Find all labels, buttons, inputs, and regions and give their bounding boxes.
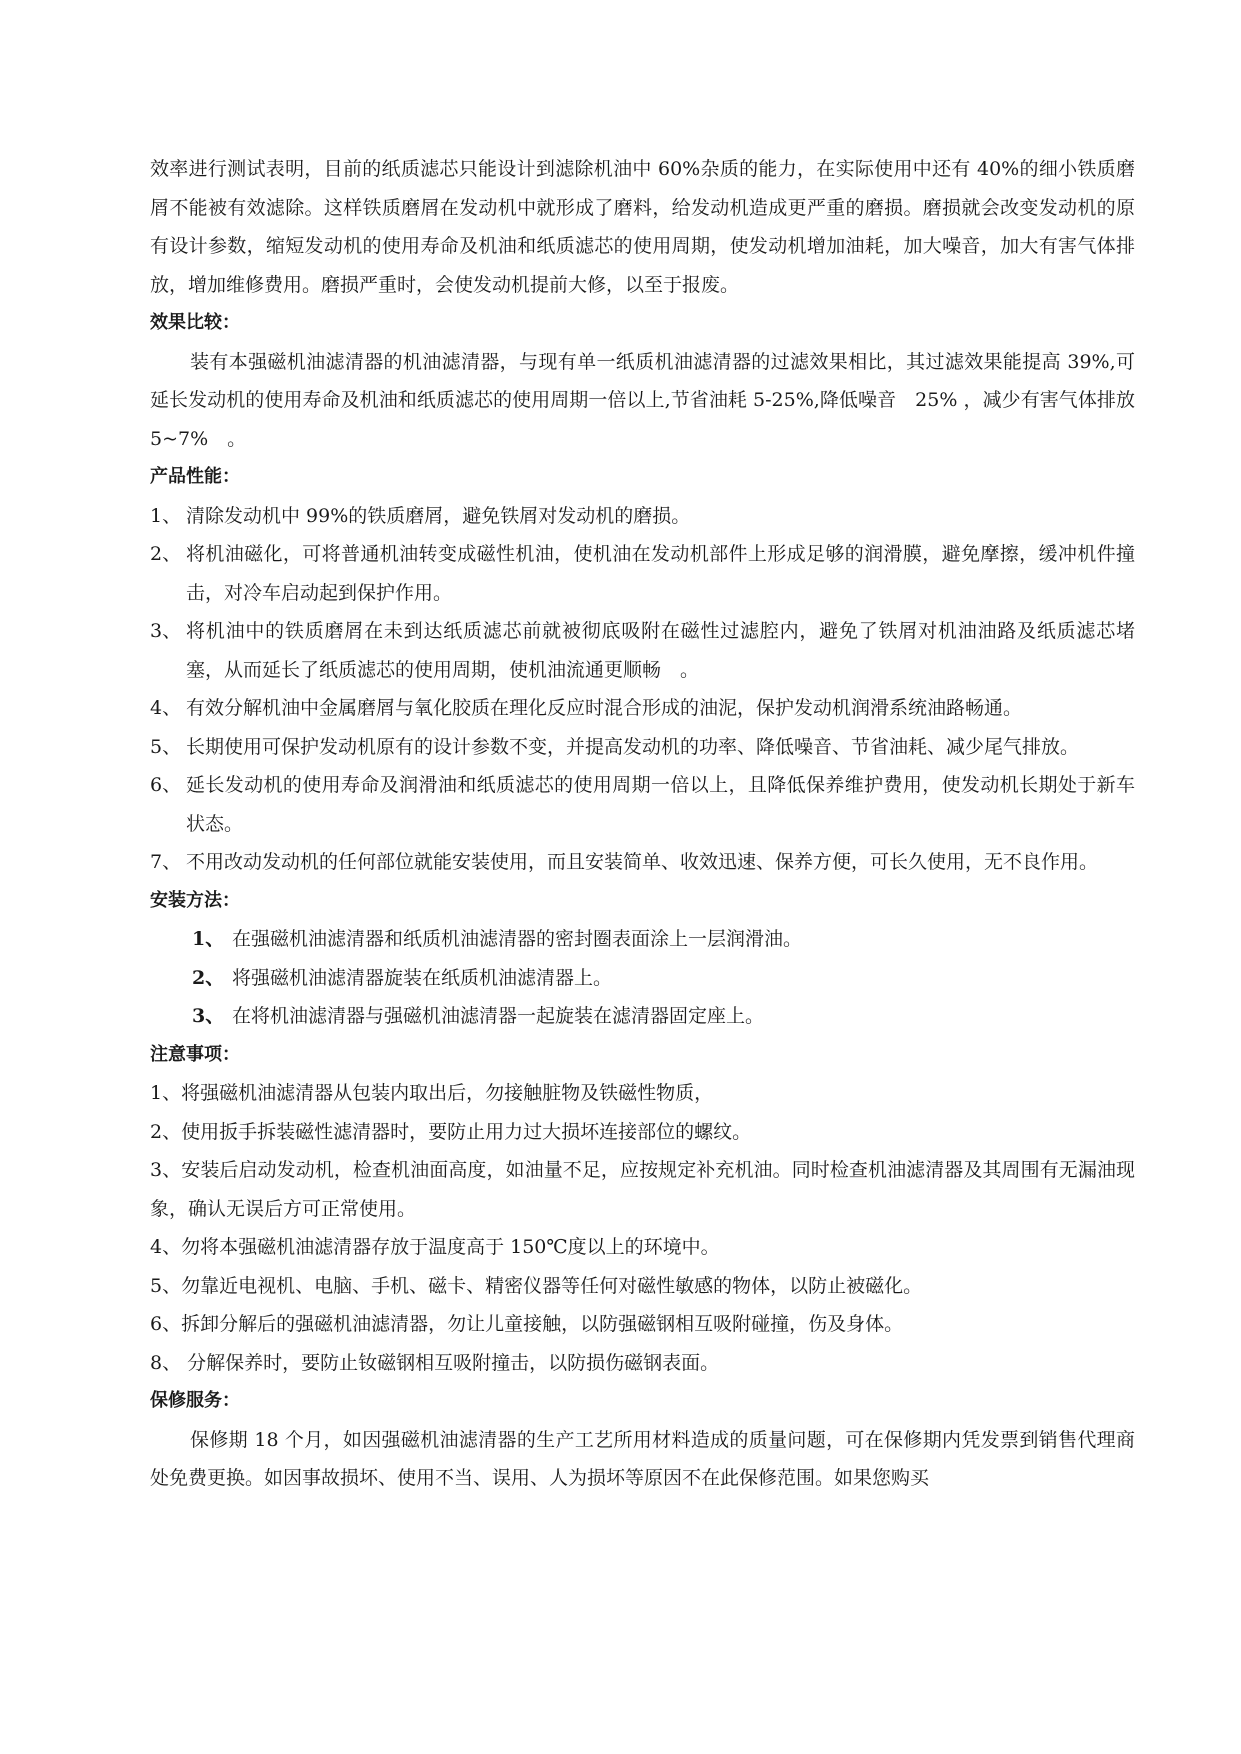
performance-item	[150, 766, 1135, 843]
notes-list	[150, 1074, 1135, 1382]
effect-paragraph: 装有本强磁机油滤清器的机油滤清器，与现有单一纸质机油滤清器的过滤效果相比，其过滤效果能提高 39%,可延长发动机的使用寿命及机油和纸质滤芯的使用周期一倍以上,节省油耗 5-25%,降低噪音 25% ，减少有害气体排放 5~7% 。	[150, 350, 1135, 450]
note-item: 5、勿靠近电视机、电脑、手机、磁卡、精密仪器等任何对磁性敏感的物体，以防止被磁化。	[150, 1274, 923, 1297]
performance-heading: 产品性能：	[150, 466, 240, 487]
list-text: 在强磁机油滤清器和纸质机油滤清器的密封圈表面涂上一层润滑油。	[232, 928, 803, 950]
list-text: 在将机油滤清器与强磁机油滤清器一起旋装在滤清器固定座上。	[232, 1005, 765, 1027]
list-number: 7、	[150, 851, 182, 873]
warranty-heading: 保修服务：	[150, 1390, 240, 1411]
performance-item	[150, 612, 1135, 689]
note-item: 6、拆卸分解后的强磁机油滤清器，勿让儿童接触，以防强磁钢相互吸附碰撞，伤及身体。	[150, 1313, 904, 1335]
list-number: 3、	[150, 620, 182, 642]
list-text: 将机油磁化，可将普通机油转变成磁性机油，使机油在发动机部件上形成足够的润滑膜，避免摩擦，缓冲机件撞击，对冷车启动起到保护作用。	[186, 543, 1135, 604]
list-number: 2、	[192, 966, 225, 989]
performance-list	[150, 497, 1135, 882]
list-number: 1、	[150, 504, 182, 527]
list-text: 延长发动机的使用寿命及润滑油和纸质滤芯的使用周期一倍以上，且降低保养维护费用，使发动机长期处于新车状态。	[186, 774, 1135, 835]
performance-item	[150, 497, 1135, 536]
list-text: 将机油中的铁质磨屑在未到达纸质滤芯前就被彻底吸附在磁性过滤腔内，避免了铁屑对机油油路及纸质滤芯堵塞，从而延长了纸质滤芯的使用周期，使机油流通更顺畅 。	[186, 620, 1135, 681]
performance-item	[150, 689, 1135, 728]
list-text: 有效分解机油中金属磨屑与氧化胶质在理化反应时混合形成的油泥，保护发动机润滑系统油路畅通。	[186, 697, 1023, 719]
list-number: 3、	[192, 1005, 225, 1027]
list-text: 清除发动机中 99%的铁质磨屑，避免铁屑对发动机的磨损。	[186, 504, 691, 527]
performance-item	[150, 843, 1135, 882]
intro-paragraph: 效率进行测试表明，目前的纸质滤芯只能设计到滤除机油中 60%杂质的能力，在实际使用中还有 40%的细小铁质磨屑不能被有效滤除。这样铁质磨屑在发动机中就形成了磨料，给发动机造成更严重的磨损。磨损就会改变发动机的原有设计参数，缩短发动机的使用寿命及机油和纸质滤芯的使用周期，使发动机增加油耗，加大噪音，加大有害气体排放，增加维修费用。磨损严重时，会使发动机提前大修，以至于报废。	[150, 158, 1135, 296]
list-number: 6、	[150, 774, 182, 796]
note-item: 1、将强磁机油滤清器从包装内取出后，勿接触脏物及铁磁性物质，	[150, 1082, 714, 1104]
list-text: 长期使用可保护发动机原有的设计参数不变，并提高发动机的功率、降低噪音、节省油耗、减少尾气排放。	[186, 735, 1080, 758]
warranty-paragraph: 保修期 18 个月，如因强磁机油滤清器的生产工艺所用材料造成的质量问题，可在保修期内凭发票到销售代理商处免费更换。如因事故损坏、使用不当、误用、人为损坏等原因不在此保修范围。如果您购买	[150, 1428, 1135, 1489]
document-page	[150, 150, 1135, 1498]
note-item: 2、使用扳手拆装磁性滤清器时，要防止用力过大损坏连接部位的螺纹。	[150, 1120, 752, 1143]
effect-heading: 效果比较：	[150, 312, 240, 333]
list-number: 2、	[150, 543, 182, 565]
note-item: 3、安装后启动发动机，检查机油面高度，如油量不足，应按规定补充机油。同时检查机油滤清器及其周围有无漏油现象，确认无误后方可正常使用。	[150, 1159, 1135, 1220]
install-item	[150, 997, 1135, 1036]
list-number: 5、	[150, 735, 182, 758]
list-text: 不用改动发动机的任何部位就能安装使用，而且安装简单、收效迅速、保养方便，可长久使用，无不良作用。	[186, 851, 1099, 873]
list-number: 1、	[192, 928, 225, 950]
performance-item	[150, 535, 1135, 612]
list-number: 4、	[150, 697, 182, 719]
install-heading: 安装方法：	[150, 889, 240, 911]
list-text: 将强磁机油滤清器旋装在纸质机油滤清器上。	[232, 966, 613, 989]
install-item	[150, 959, 1135, 998]
note-item: 8、 分解保养时，要防止钕磁钢相互吸附撞击，以防损伤磁钢表面。	[150, 1351, 720, 1374]
notes-heading: 注意事项：	[150, 1043, 240, 1065]
performance-item	[150, 728, 1135, 767]
note-item: 4、勿将本强磁机油滤清器存放于温度高于 150℃度以上的环境中。	[150, 1236, 720, 1258]
install-list	[150, 920, 1135, 1036]
install-item	[150, 920, 1135, 959]
